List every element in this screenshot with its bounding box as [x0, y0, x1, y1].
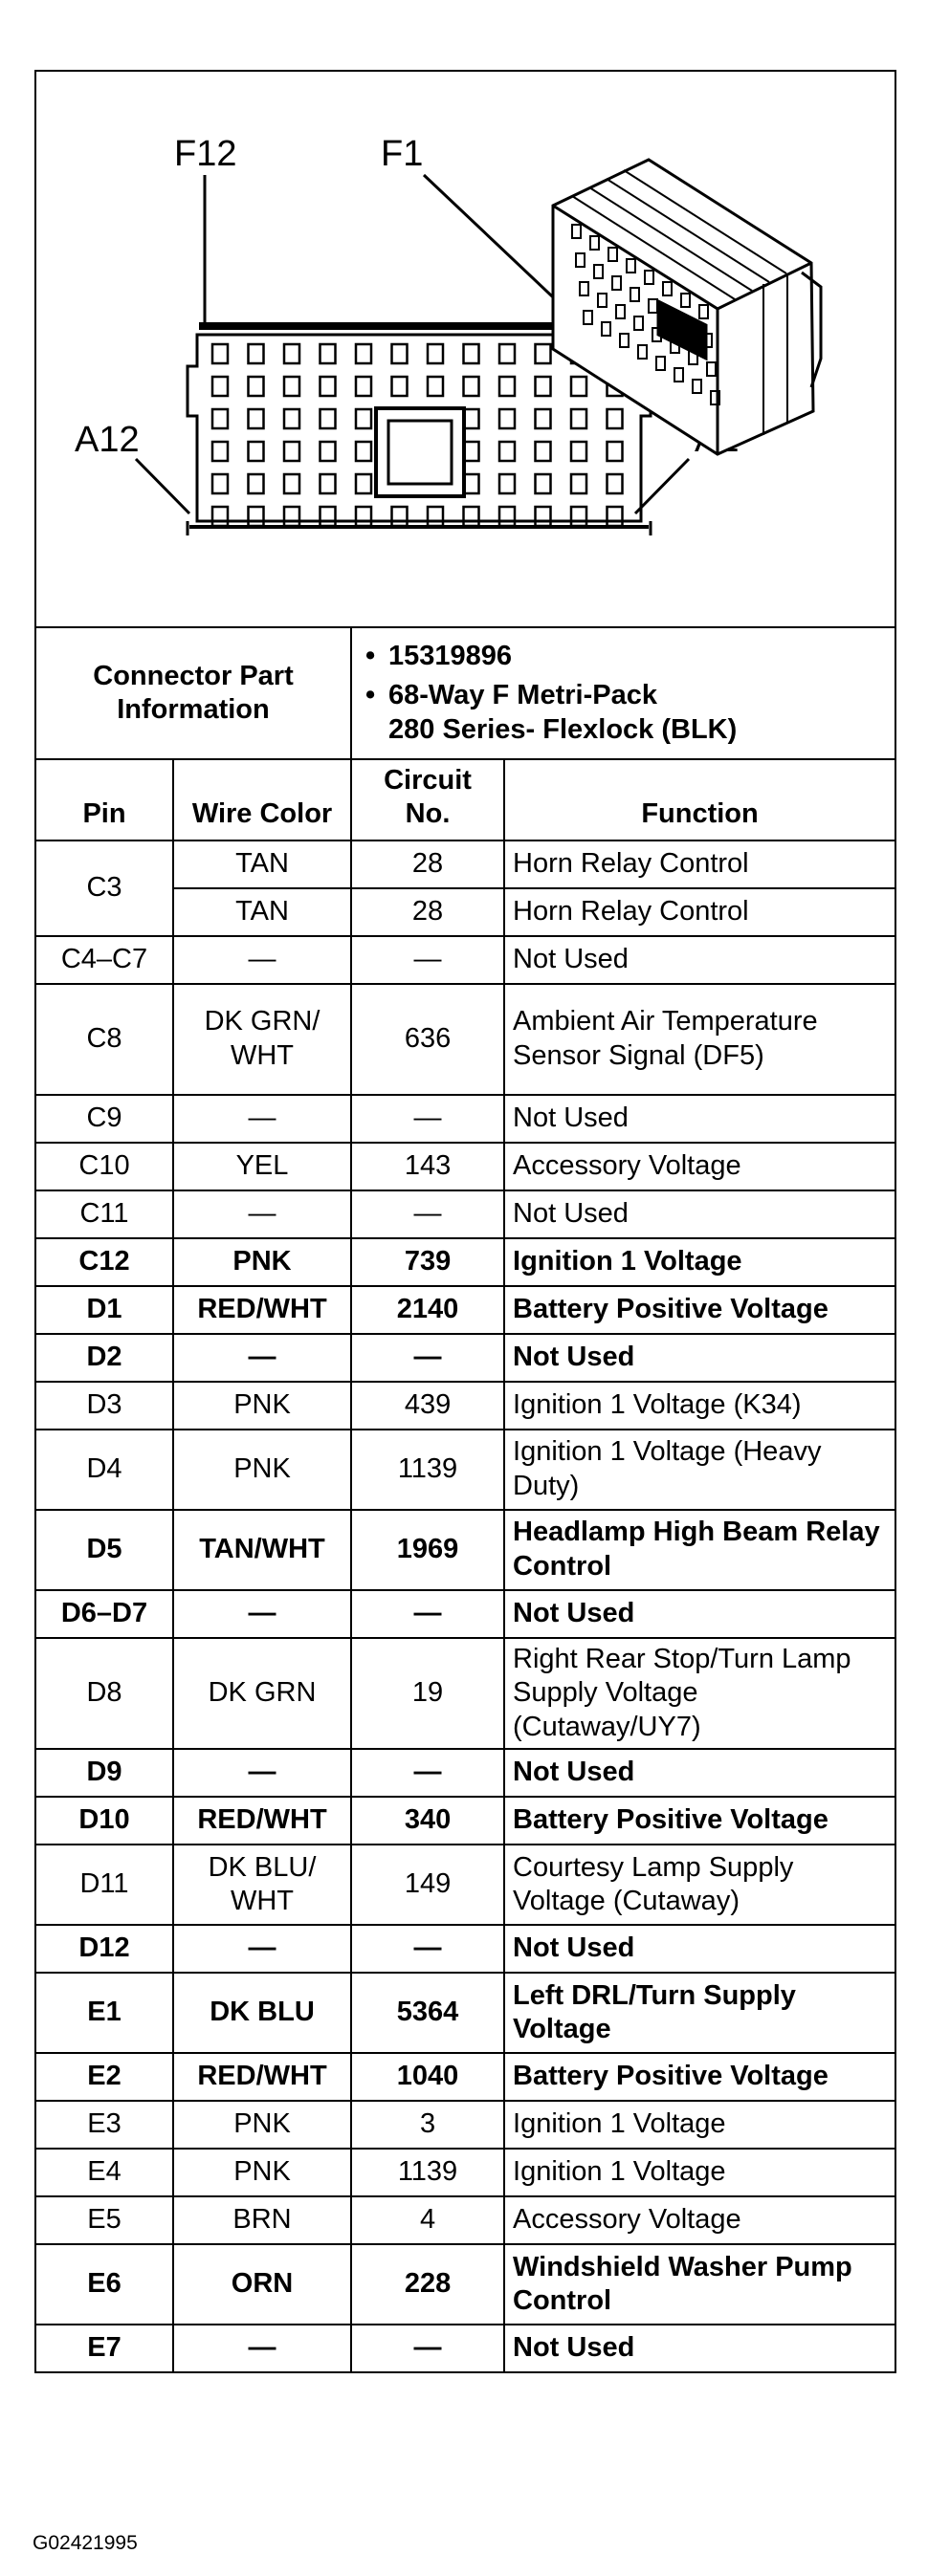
- wire-color-cell: PNK: [173, 1238, 351, 1286]
- connector-cavity: [499, 474, 515, 493]
- wire-color-cell: DK GRN: [173, 1638, 351, 1749]
- circuit-cell: 739: [351, 1238, 504, 1286]
- connector-cavity: [464, 507, 479, 526]
- pin-cell: D8: [36, 1638, 173, 1749]
- connector-cavity: [249, 474, 264, 493]
- circuit-cell: 28: [351, 888, 504, 936]
- connector-cavity: [356, 442, 371, 461]
- function-cell: Courtesy Lamp Supply Voltage (Cutaway): [504, 1845, 895, 1925]
- connector-cavity: [212, 409, 228, 428]
- pin-cell: D6–D7: [36, 1590, 173, 1638]
- wire-color-cell: YEL: [173, 1143, 351, 1190]
- wire-color-cell: PNK: [173, 2149, 351, 2196]
- circuit-cell: 5364: [351, 1973, 504, 2053]
- table-row: [36, 984, 895, 1095]
- connector-cavity: [536, 507, 551, 526]
- function-cell: Not Used: [504, 1925, 895, 1973]
- wire-color-cell: —: [173, 1925, 351, 1973]
- circuit-cell: 149: [351, 1845, 504, 1925]
- connector-cavity: [536, 474, 551, 493]
- pin-cell: C10: [36, 1143, 173, 1190]
- wire-color-cell: RED/WHT: [173, 2053, 351, 2101]
- function-cell: Windshield Washer Pump Control: [504, 2244, 895, 2325]
- connector-cavity: [320, 409, 336, 428]
- pin-cell: D5: [36, 1510, 173, 1590]
- connector-cavity: [284, 377, 299, 396]
- connector-description: • 68-Way F Metri-Pack 280 Series- Flexlock (BLK): [365, 679, 881, 747]
- circuit-cell: 1139: [351, 1430, 504, 1510]
- connector-cavity: [249, 409, 264, 428]
- connector-cavity: [212, 344, 228, 363]
- function-cell: Horn Relay Control: [504, 888, 895, 936]
- connector-face-drawing: [36, 72, 895, 626]
- table-row: [36, 1510, 895, 1590]
- circuit-cell: 2140: [351, 1286, 504, 1334]
- connector-cavity: [320, 377, 336, 396]
- circuit-cell: —: [351, 1925, 504, 1973]
- pin-cell: C12: [36, 1238, 173, 1286]
- label-a12: A12: [75, 420, 140, 460]
- table-row: [36, 840, 895, 888]
- connector-cavity: [499, 409, 515, 428]
- connector-cavity: [571, 377, 586, 396]
- table-row: [36, 1238, 895, 1286]
- connector-cavity: [608, 507, 623, 526]
- connector-cavity: [536, 344, 551, 363]
- header-circuit: Circuit No.: [351, 759, 504, 840]
- function-cell: Not Used: [504, 2325, 895, 2371]
- circuit-cell: 4: [351, 2196, 504, 2244]
- header-function: Function: [504, 759, 895, 840]
- connector-cavity: [249, 442, 264, 461]
- part-number: • 15319896: [365, 640, 881, 673]
- leader-a1: [635, 459, 689, 513]
- table-row: [36, 1797, 895, 1845]
- connector-cavity: [356, 377, 371, 396]
- circuit-cell: —: [351, 1590, 504, 1638]
- wire-color-cell: DK BLU: [173, 1973, 351, 2053]
- wire-color-cell: BRN: [173, 2196, 351, 2244]
- pin-cell: D10: [36, 1797, 173, 1845]
- connector-cavity: [284, 474, 299, 493]
- connector-cavity: [608, 474, 623, 493]
- table-row: [36, 1430, 895, 1510]
- connector-cavity: [571, 507, 586, 526]
- circuit-cell: —: [351, 1334, 504, 1382]
- connector-cavity: [356, 474, 371, 493]
- table-header-row: [36, 759, 895, 840]
- table-row: [36, 1590, 895, 1638]
- connector-info-details: [351, 628, 895, 759]
- connector-cavity: [392, 377, 408, 396]
- wire-color-cell: TAN: [173, 840, 351, 888]
- circuit-cell: 340: [351, 1797, 504, 1845]
- table-row: [36, 1095, 895, 1143]
- connector-cavity: [249, 344, 264, 363]
- table-row: [36, 2325, 895, 2371]
- connector-cavity: [284, 344, 299, 363]
- function-cell: Battery Positive Voltage: [504, 2053, 895, 2101]
- pin-cell: E7: [36, 2325, 173, 2371]
- connector-cavity: [356, 344, 371, 363]
- connector-cavity: [608, 409, 623, 428]
- table-row: [36, 2053, 895, 2101]
- connector-cavity: [571, 474, 586, 493]
- connector-cavity: [428, 344, 443, 363]
- function-cell: Ignition 1 Voltage (K34): [504, 1382, 895, 1430]
- connector-cavity: [284, 507, 299, 526]
- table-row: [36, 936, 895, 984]
- wire-color-cell: PNK: [173, 2101, 351, 2149]
- wire-color-cell: TAN/WHT: [173, 1510, 351, 1590]
- table-row: [36, 1286, 895, 1334]
- wire-color-cell: DK BLU/ WHT: [173, 1845, 351, 1925]
- circuit-cell: —: [351, 1749, 504, 1797]
- pin-cell: E3: [36, 2101, 173, 2149]
- function-cell: Ignition 1 Voltage: [504, 1238, 895, 1286]
- header-pin: Pin: [36, 759, 173, 840]
- connector-cavity: [320, 507, 336, 526]
- wire-color-cell: —: [173, 936, 351, 984]
- function-cell: Battery Positive Voltage: [504, 1797, 895, 1845]
- pinout-table: [36, 628, 895, 2371]
- connector-cavity: [536, 409, 551, 428]
- function-cell: Horn Relay Control: [504, 840, 895, 888]
- pin-cell: C8: [36, 984, 173, 1095]
- function-cell: Not Used: [504, 1190, 895, 1238]
- label-f12: F12: [174, 134, 237, 174]
- table-row: [36, 2149, 895, 2196]
- connector-info-row: [36, 628, 895, 759]
- circuit-cell: —: [351, 1095, 504, 1143]
- pin-cell: C11: [36, 1190, 173, 1238]
- pin-cell: C4–C7: [36, 936, 173, 984]
- table-row: [36, 2244, 895, 2325]
- wire-color-cell: —: [173, 1590, 351, 1638]
- connector-cavity: [249, 507, 264, 526]
- pin-cell: E6: [36, 2244, 173, 2325]
- connector-cavity: [428, 377, 443, 396]
- function-cell: Accessory Voltage: [504, 1143, 895, 1190]
- wire-color-cell: DK GRN/ WHT: [173, 984, 351, 1095]
- connector-cavity: [392, 507, 408, 526]
- wire-color-cell: RED/WHT: [173, 1286, 351, 1334]
- connector-cavity: [212, 442, 228, 461]
- table-row: [36, 1638, 895, 1749]
- connector-cavity: [499, 344, 515, 363]
- wire-color-cell: —: [173, 2325, 351, 2371]
- table-row: [36, 1190, 895, 1238]
- circuit-cell: 1040: [351, 2053, 504, 2101]
- circuit-cell: 1139: [351, 2149, 504, 2196]
- table-row: [36, 1382, 895, 1430]
- pin-cell: D1: [36, 1286, 173, 1334]
- connector-diagram: [36, 72, 895, 628]
- connector-cavity: [356, 507, 371, 526]
- connector-sheet: [34, 70, 896, 2373]
- wire-color-cell: —: [173, 1334, 351, 1382]
- wire-color-cell: ORN: [173, 2244, 351, 2325]
- pin-cell: C3: [36, 840, 173, 936]
- pin-cell: C9: [36, 1095, 173, 1143]
- connector-cavity: [284, 442, 299, 461]
- pinout-rows: [36, 840, 895, 2371]
- circuit-cell: 3: [351, 2101, 504, 2149]
- function-cell: Headlamp High Beam Relay Control: [504, 1510, 895, 1590]
- pin-cell: E2: [36, 2053, 173, 2101]
- connector-cavity: [212, 377, 228, 396]
- pin-cell: D3: [36, 1382, 173, 1430]
- connector-cavity: [428, 507, 443, 526]
- leader-a12: [136, 459, 189, 513]
- wire-color-cell: PNK: [173, 1430, 351, 1510]
- connector-cavity: [284, 409, 299, 428]
- circuit-cell: —: [351, 2325, 504, 2371]
- wire-color-cell: —: [173, 1749, 351, 1797]
- connector-cavity: [320, 474, 336, 493]
- connector-cavity: [356, 409, 371, 428]
- function-cell: Accessory Voltage: [504, 2196, 895, 2244]
- connector-cavity: [464, 377, 479, 396]
- function-cell: Not Used: [504, 936, 895, 984]
- pin-cell: D11: [36, 1845, 173, 1925]
- pin-cell: D9: [36, 1749, 173, 1797]
- table-row: [36, 2101, 895, 2149]
- table-row: [36, 1845, 895, 1925]
- wire-color-cell: TAN: [173, 888, 351, 936]
- pin-cell: D4: [36, 1430, 173, 1510]
- wire-color-cell: PNK: [173, 1382, 351, 1430]
- function-cell: Ignition 1 Voltage: [504, 2101, 895, 2149]
- connector-cavity: [212, 474, 228, 493]
- connector-cavity: [320, 344, 336, 363]
- pin-cell: D12: [36, 1925, 173, 1973]
- wire-color-cell: —: [173, 1190, 351, 1238]
- connector-cavity: [571, 442, 586, 461]
- table-row: [36, 2196, 895, 2244]
- pin-cell: D2: [36, 1334, 173, 1382]
- function-cell: Not Used: [504, 1749, 895, 1797]
- function-cell: Not Used: [504, 1334, 895, 1382]
- circuit-cell: 228: [351, 2244, 504, 2325]
- function-cell: Ignition 1 Voltage (Heavy Duty): [504, 1430, 895, 1510]
- connector-cavity: [212, 507, 228, 526]
- function-cell: Right Rear Stop/Turn Lamp Supply Voltage (Cutaway/UY7): [504, 1638, 895, 1749]
- connector-cavity: [249, 377, 264, 396]
- table-row: [36, 1334, 895, 1382]
- wire-color-cell: —: [173, 1095, 351, 1143]
- circuit-cell: 28: [351, 840, 504, 888]
- connector-cavity: [499, 507, 515, 526]
- table-row: [36, 1973, 895, 2053]
- connector-cavity: [571, 409, 586, 428]
- circuit-cell: 19: [351, 1638, 504, 1749]
- connector-cavity: [536, 377, 551, 396]
- function-cell: Left DRL/Turn Supply Voltage: [504, 1973, 895, 2053]
- wire-color-cell: RED/WHT: [173, 1797, 351, 1845]
- function-cell: Not Used: [504, 1095, 895, 1143]
- circuit-cell: 1969: [351, 1510, 504, 1590]
- connector-cavity: [499, 377, 515, 396]
- table-row: [36, 1749, 895, 1797]
- function-cell: Battery Positive Voltage: [504, 1286, 895, 1334]
- function-cell: Ignition 1 Voltage: [504, 2149, 895, 2196]
- circuit-cell: —: [351, 1190, 504, 1238]
- circuit-cell: 143: [351, 1143, 504, 1190]
- circuit-cell: 439: [351, 1382, 504, 1430]
- table-row: [36, 1143, 895, 1190]
- function-cell: Ambient Air Temperature Sensor Signal (DF5): [504, 984, 895, 1095]
- connector-cavity: [392, 344, 408, 363]
- connector-cavity: [536, 442, 551, 461]
- connector-cavity: [320, 442, 336, 461]
- connector-cavity: [608, 442, 623, 461]
- connector-cavity: [464, 344, 479, 363]
- function-cell: Not Used: [504, 1590, 895, 1638]
- pin-cell: E1: [36, 1973, 173, 2053]
- header-wire-color: Wire Color: [173, 759, 351, 840]
- circuit-cell: 636: [351, 984, 504, 1095]
- connector-cavity: [499, 442, 515, 461]
- table-row: [36, 1925, 895, 1973]
- circuit-cell: —: [351, 936, 504, 984]
- connector-info-label: Connector Part Information: [36, 628, 351, 759]
- figure-code: G02421995: [33, 2532, 138, 2554]
- label-f1: F1: [381, 134, 424, 174]
- pin-cell: E4: [36, 2149, 173, 2196]
- pin-cell: E5: [36, 2196, 173, 2244]
